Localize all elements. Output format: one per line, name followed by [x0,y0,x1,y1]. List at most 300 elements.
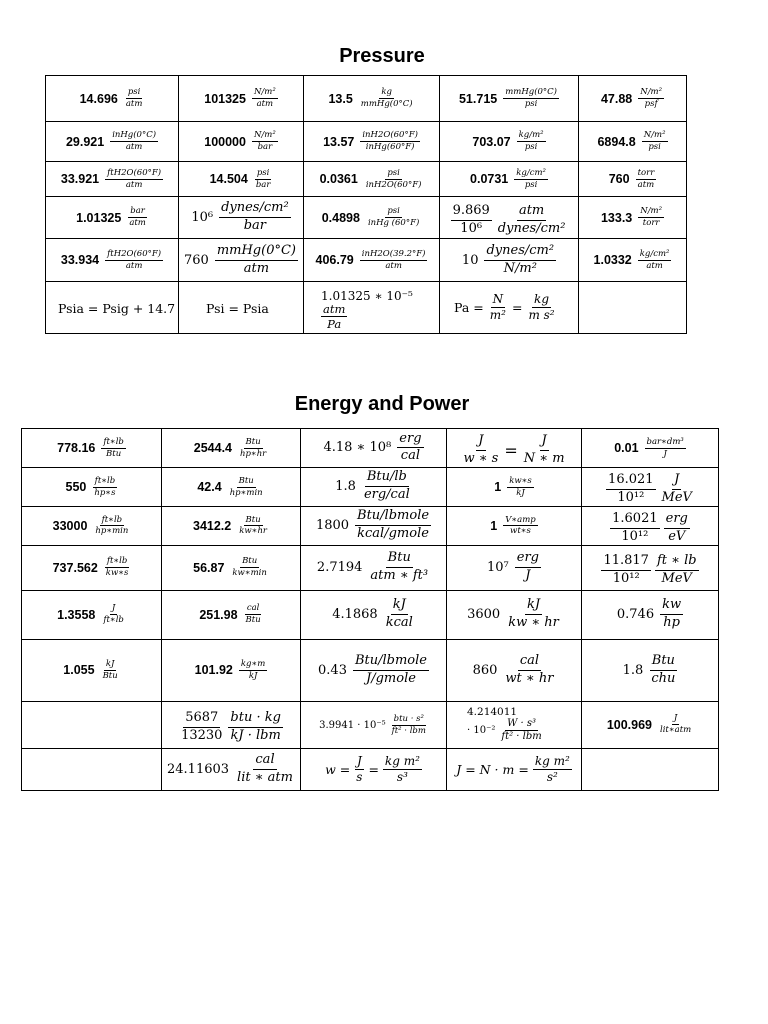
watt-formula [325,755,422,783]
fraction-numerator: Btu [238,475,254,486]
conversion-cell [579,122,687,162]
unit-fraction [235,753,295,786]
conversion-factor [601,88,664,109]
fraction-denominator: s² [546,769,558,784]
fraction-numerator: erg [397,432,423,449]
cal-lit-atm-conversion [167,753,295,786]
fraction-denominator: s [356,769,363,784]
conversion-factor [470,169,548,190]
w-s3-top: 4.214011 [467,705,518,718]
conversion-cell [582,429,719,468]
fraction-numerator: W · s³ [505,719,538,732]
fraction-denominator: atm [125,179,143,190]
fraction-denominator: bar [255,179,271,190]
unit-fraction [515,551,541,584]
fraction-denominator: J/gmole [366,670,416,686]
fraction-numerator: ftH2O(60°F) [107,248,162,259]
conversion-cell [22,506,162,545]
conversion-cell [304,197,440,239]
conversion-coefficient: 4.18 ∗ 10⁸ [323,440,392,456]
conversion-cell [579,76,687,122]
conversion-cell [447,639,582,701]
unit-fraction [101,660,120,681]
conversion-cell [304,239,440,282]
unit-fraction [638,207,664,228]
conversion-factor [184,244,298,277]
fraction-denominator: psi [524,142,538,153]
fraction-numerator: kg/cm² [516,167,546,178]
conversion-cell [301,590,447,639]
conversion-cell [440,162,579,197]
conversion-coefficient: 10⁶ [191,210,214,225]
unit-fraction [645,438,686,459]
conversion-factor [323,131,420,152]
fraction-denominator: torr [642,218,660,229]
conversion-coefficient: 860 [472,662,498,678]
fraction-denominator: wt ∗ hr [505,670,554,686]
unit-fraction [660,473,694,506]
fraction-numerator: 9.869 [451,204,492,221]
conversion-cell [301,545,447,590]
fraction-denominator: kw∗min [232,568,267,579]
conversion-coefficient: 33000 [52,518,88,533]
fraction-denominator: eV [668,528,686,544]
conversion-factor [317,551,430,584]
energy-title: Energy and Power [294,393,470,415]
conversion-coefficient: 14.696 [79,91,118,106]
btu-kg-cell [162,701,301,748]
conversion-coefficient: 2.7194 [316,560,363,576]
conversion-factor [318,654,429,687]
pa-fraction-2 [526,293,556,321]
empty-cell [22,701,162,748]
fraction-numerator: J [111,603,116,614]
fraction-numerator: kg∗m [240,658,266,669]
fraction-numerator: ft∗lb [106,556,128,567]
conversion-coefficient: 33.934 [60,253,100,268]
watt-lhs: w = [325,761,351,777]
conversion-coefficient: 24.11603 [167,761,230,777]
conversion-cell [579,197,687,239]
conversion-coefficient: 13.5 [328,91,353,106]
conversion-cell [22,467,162,506]
conversion-factor [451,204,568,237]
fraction-denominator: kw ∗ hr [508,615,559,631]
fraction-numerator: inH2O(39.2°F) [361,248,426,259]
unit-fraction [366,207,421,228]
energy-power-table [21,428,719,791]
conversion-cell [46,197,179,239]
conversion-coefficient: 51.715 [458,91,498,106]
fraction-numerator: N/m² [640,87,663,98]
unit-fraction [638,250,672,271]
conversion-cell [179,239,304,282]
conversion-coefficient: 1 [494,480,502,495]
conversion-coefficient: 10⁷ [487,560,509,576]
conversion-coefficient: 6894.8 [597,134,636,149]
fraction-numerator: 16.021 [606,473,656,490]
conversion-cell [46,76,179,122]
unit-fraction [101,604,126,625]
fraction-denominator: atm [646,260,663,271]
unit-fraction [228,477,265,498]
coef-fraction [601,554,651,587]
unit-fraction [484,244,556,277]
unit-fraction [503,516,538,537]
conversion-coefficient: 406.79 [315,253,354,268]
fraction-denominator: hp∗min [229,487,263,498]
table-row [22,639,719,701]
fraction-denominator: kcal [385,615,413,631]
conversion-factor [199,604,262,625]
unit-fraction [522,434,567,467]
unit-fraction [355,509,431,542]
lit-atm-cell [582,701,719,748]
unit-fraction [105,250,163,271]
fraction-denominator: w ∗ s [463,450,499,466]
pa-fraction-1 [488,293,508,321]
pa-lhs: Pa = [454,300,484,315]
conversion-cell [447,590,582,639]
fraction-denominator: Btu [102,670,118,681]
conversion-coefficient: 1.8 [622,662,644,678]
fraction-denominator: atm [125,99,143,110]
fraction-numerator: Btu [245,514,261,525]
conversion-factor [610,512,690,545]
fraction-denominator: m² [489,308,506,322]
conversion-factor [494,477,534,498]
table-row [46,162,687,197]
conversion-factor [53,557,131,578]
empty-cell [579,282,687,334]
unit-fraction [362,470,412,503]
unit-fraction [92,477,117,498]
fraction-numerator: N/m² [253,130,276,141]
unit-fraction [658,714,693,735]
conversion-cell [162,467,301,506]
fraction-denominator: kJ [248,670,258,681]
fraction-numerator: J [356,754,362,769]
conversion-coefficient: 3412.2 [193,518,232,533]
conversion-factor [197,477,264,498]
unit-fraction [364,169,424,190]
fraction-denominator: atm [243,260,270,276]
conversion-coefficient: 133.3 [600,210,633,225]
fraction-denominator: 10¹² [617,489,645,505]
fraction-numerator: ftH2O(60°F) [107,167,162,178]
fraction-numerator: psi [387,167,400,178]
fraction-denominator: 10¹² [621,528,649,544]
fraction-denominator: 10⁶ [460,220,483,236]
fraction-denominator: psi [524,99,538,110]
unit-fraction [660,598,683,631]
unit-fraction [215,244,298,277]
conversion-cell [582,545,719,590]
fraction-numerator: N/m² [643,130,666,141]
conversion-factor [614,438,686,459]
fraction-numerator: inH2O(60°F) [362,130,418,141]
unit-fraction [642,131,668,152]
conversion-cell [440,197,579,239]
fraction-numerator: kg m² [534,754,570,769]
fraction-denominator: atm [125,260,143,271]
fraction-numerator: ft∗lb [103,436,124,447]
fraction-numerator: kJ [525,598,542,615]
conversion-cell [162,506,301,545]
psia-formula: Psia = Psig + 14.7 [58,301,176,316]
conversion-coefficient: 1 [490,518,498,533]
fraction-numerator: bar∗dm³ [646,436,684,447]
psi-formula: Psi = Psia [206,301,269,316]
fraction-numerator: dynes/cm² [219,201,291,218]
joule-lhs: J = N · m = [456,761,529,777]
fraction-denominator: kw∗s [105,568,129,579]
conversion-cell [179,122,304,162]
unit-fraction [228,711,283,744]
conversion-coefficient: 42.4 [197,480,222,495]
conversion-cell [440,76,579,122]
fraction-denominator: MeV [661,570,692,586]
fraction-numerator: J [476,434,485,451]
unit-fraction [353,654,429,687]
unit-fraction [507,477,534,498]
conversion-coefficient: 1.0332 [593,253,632,268]
conversion-factor [76,207,148,228]
conversion-factor [316,250,428,271]
table-row [22,590,719,639]
fraction-numerator: torr [637,167,655,178]
fraction-denominator: atm [125,142,143,153]
fraction-numerator: kg m² [384,754,420,769]
conversion-cell [162,429,301,468]
empty-cell [22,748,162,790]
conversion-coefficient: 550 [65,480,87,495]
coef-fraction [451,204,492,237]
fraction-denominator: hp∗min [95,526,129,537]
unit-fraction [252,88,278,109]
fraction-denominator: kJ [516,487,525,498]
fraction-denominator: mmHg(0°C) [360,99,413,110]
conversion-coefficient: 778.16 [57,441,96,456]
fraction-numerator: N/m² [640,206,663,217]
fraction-denominator: hp [663,615,680,631]
conversion-coefficient: 0.0361 [319,172,358,187]
atm-pa-conversion [321,289,413,331]
coef-fraction [610,512,660,545]
fraction-numerator: kw [660,598,683,615]
fraction-numerator: Btu [245,436,261,447]
fraction-denominator: kw∗hr [239,526,267,537]
fraction-numerator: J [672,473,681,490]
pa-formula-cell [440,282,579,334]
unit-fraction [636,169,657,190]
fraction-denominator: ft² · lbm [391,726,426,737]
unit-fraction [649,654,677,687]
conversion-factor [490,516,537,537]
fraction-denominator: hp∗hr [240,448,267,459]
conversion-cell [304,162,440,197]
fraction-numerator: erg [515,551,541,568]
conversion-factor [606,473,694,506]
conversion-factor [323,432,423,465]
conversion-factor [210,169,273,190]
conversion-coefficient: 3.9941 · 10⁻⁵ [319,720,386,732]
fraction-denominator: Btu [106,448,122,459]
table-row [22,545,719,590]
fraction-denominator: psi [648,142,661,153]
psia-formula-cell [46,282,179,334]
fraction-denominator: lit ∗ atm [237,769,293,785]
fraction-numerator: atm [323,302,346,317]
fraction-numerator: ft∗lb [94,475,116,486]
conversion-cell [46,239,179,282]
fraction-numerator: Btu/lb [365,470,409,487]
fraction-numerator: cal [253,753,276,770]
btu-s2-conversion [319,715,428,736]
table-row [46,76,687,122]
unit-fraction [101,438,126,459]
conversion-cell [440,239,579,282]
conversion-factor [459,88,559,109]
fraction-numerator: 5687 [183,711,220,728]
conversion-cell [301,639,447,701]
unit-fraction [252,131,278,152]
conversion-factor [63,660,119,681]
conversion-coefficient: 0.746 [616,607,655,623]
conversion-cell [579,162,687,197]
unit-fraction [360,250,428,271]
fraction-denominator: psf [644,99,658,110]
unit-fraction [110,131,158,152]
atm-pa-fraction [321,303,347,330]
conversion-factor [328,88,414,109]
fraction-numerator: btu · s² [393,714,424,725]
unit-fraction [638,88,664,109]
conversion-factor [467,598,561,631]
atm-pa-cell [304,282,440,334]
fraction-denominator: J [663,448,667,459]
fraction-denominator: chu [651,670,676,686]
conversion-factor [61,169,163,190]
unit-fraction [499,719,543,743]
unit-fraction [360,131,420,152]
conversion-coefficient: 14.504 [209,172,248,187]
conversion-coefficient: 1800 [315,518,350,534]
fraction-numerator: 1.6021 [610,512,660,529]
conversion-factor [473,654,556,687]
conversion-factor [57,438,126,459]
conversion-coefficient: 0.01 [614,441,639,456]
fraction-denominator: 10¹² [612,570,640,586]
conversion-coefficient: 251.98 [199,607,238,622]
conversion-factor [66,131,158,152]
fraction-denominator: N/m² [503,260,537,276]
unit-fraction [390,715,428,736]
conversion-coefficient: 33.921 [60,172,100,187]
conversion-factor [194,438,268,459]
conversion-coefficient: 2544.4 [193,441,232,456]
fraction-denominator: m s² [528,308,555,322]
table-row [46,122,687,162]
fraction-numerator: kJ [391,598,408,615]
fraction-denominator: atm ∗ ft³ [370,568,429,584]
unit-fraction [496,204,568,237]
unit-fraction [384,598,415,631]
equals-sign: = [504,440,518,460]
fraction-numerator: N/m² [253,87,276,98]
conversion-cell [301,429,447,468]
unit-fraction [514,169,548,190]
conversion-cell [22,639,162,701]
fraction-denominator: J [525,568,531,584]
conversion-cell [179,162,304,197]
conversion-factor [623,654,678,687]
conversion-cell [579,239,687,282]
fraction-denominator: atm [385,260,402,271]
fraction-denominator: bar [257,142,273,153]
conversion-coefficient: 4.1868 [332,607,378,623]
unit-fraction [105,169,163,190]
fraction-numerator: psi [387,206,400,217]
fraction-numerator: ft∗lb [101,514,123,525]
conversion-coefficient: 101.92 [194,663,233,678]
unit-fraction [461,434,500,467]
pa-formula [454,293,557,321]
btu-s2-cell [301,701,447,748]
fraction-numerator: inHg(0°C) [112,130,157,141]
conversion-cell [301,506,447,545]
unit-fraction [127,207,148,228]
empty-cell [582,748,719,790]
pressure-table [45,75,687,334]
pressure-title: Pressure [339,45,425,67]
unit-fraction [368,551,430,584]
fraction-numerator: Btu [242,556,258,567]
conversion-factor [204,131,278,152]
fraction-numerator: erg [664,512,690,529]
fraction-denominator: atm [129,218,146,229]
fraction-numerator: J [673,713,678,724]
w-s3-cell [447,701,582,748]
fraction-numerator: kg [381,87,392,98]
fraction-denominator: atm [256,99,274,110]
conversion-cell [582,639,719,701]
conversion-factor [204,88,278,109]
fraction-denominator: cal [400,448,420,464]
unit-fraction [219,201,291,234]
conversion-factor [461,434,566,467]
table-row [22,429,719,468]
conversion-cell [22,590,162,639]
fraction-denominator: kJ · lbm [230,727,281,743]
fraction-numerator: 11.817 [601,554,651,571]
equals-sign: = [368,761,379,777]
fraction-denominator: lit∗atm [660,725,692,736]
equals-sign: = [511,300,523,315]
conversion-cell [22,429,162,468]
unit-fraction [359,88,415,109]
joule-formula [456,755,572,783]
conversion-factor [322,207,422,228]
fraction-numerator: mmHg(0°C) [505,87,557,98]
fraction-denominator: s³ [396,769,408,784]
conversion-factor [53,516,131,537]
conversion-cell [447,467,582,506]
fraction-denominator: inHg (60°F) [367,218,420,229]
watt-fraction-2 [383,755,422,783]
conversion-coefficient: 29.921 [65,134,105,149]
btu-kg-conversion [179,711,283,744]
